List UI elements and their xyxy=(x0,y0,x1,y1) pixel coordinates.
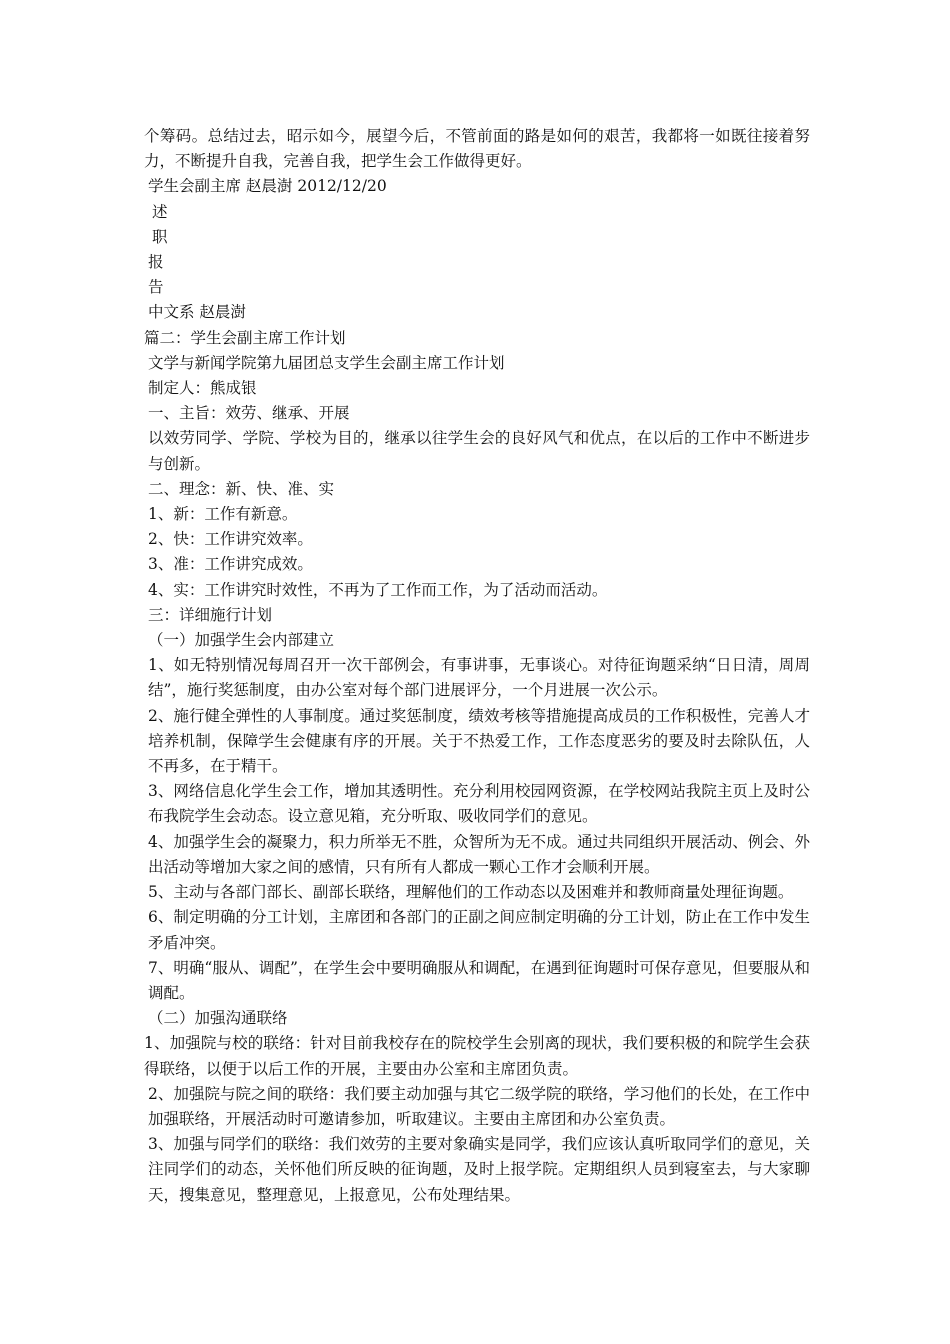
list-item: 2、加强院与院之间的联络：我们要主动加强与其它二级学院的联络，学习他们的长处，在工作中加强联络，开展活动时可邀请参加，听取建议。主要由主席团和办公室负责。 xyxy=(148,1084,810,1128)
list-item: 3、网络信息化学生会工作，增加其透明性。充分利用校园网资源，在学校网站我院主页上及时公布我院学生会动态。设立意见箱，充分听取、吸收同学们的意见。 xyxy=(148,782,810,826)
list-item: 1、新：工作有新意。 xyxy=(148,505,298,524)
vertical-title-char: 职 xyxy=(152,227,168,246)
subheading: 一、主旨：效劳、继承、开展 xyxy=(148,404,350,423)
paragraph: 以效劳同学、学院、学校为目的，继承以往学生会的良好风气和优点，在以后的工作中不断进步与创新。 xyxy=(148,429,810,473)
list-item: 2、施行健全弹性的人事制度。通过奖惩制度，绩效考核等措施提高成员的工作积极性，完善人才培养机制，保障学生会健康有序的开展。关于不热爱工作，工作态度恶劣的要及时去除队伍，人不再多，在于精干。 xyxy=(148,706,810,776)
vertical-title-char: 告 xyxy=(148,278,164,297)
list-item: 6、制定明确的分工计划，主席团和各部门的正副之间应制定明确的分工计划，防止在工作中发生矛盾冲突。 xyxy=(148,908,810,952)
list-item: 1、如无特别情况每周召开一次干部例会，有事讲事，无事谈心。对待征询题采纳“日日清，周周结”，施行奖惩制度，由办公室对每个部门进展评分，一个月进展一次公示。 xyxy=(148,656,810,700)
signature-line: 学生会副主席 赵晨澍 2012/12/20 xyxy=(148,177,387,196)
list-item: 5、主动与各部门部长、副部长联络，理解他们的工作动态以及困难并和教师商量处理征询题。 xyxy=(148,883,794,902)
vertical-title-char: 述 xyxy=(152,202,168,221)
plan-title: 文学与新闻学院第九届团总支学生会副主席工作计划 xyxy=(148,353,505,372)
vertical-title-char: 报 xyxy=(148,253,164,272)
document-body xyxy=(144,124,810,1208)
author-line: 制定人：熊成银 xyxy=(148,379,257,398)
subheading: 三：详细施行计划 xyxy=(148,605,273,624)
list-item: 7、明确“服从、调配”，在学生会中要明确服从和调配，在遇到征询题时可保存意见，但要服从和调配。 xyxy=(148,958,810,1002)
author-line: 中文系 赵晨澍 xyxy=(148,303,246,322)
paragraph-closing: 个筹码。总结过去，昭示如今，展望今后，不管前面的路是如何的艰苦，我都将一如既往接着努力，不断提升自我，完善自我，把学生会工作做得更好。 xyxy=(144,127,810,171)
list-item: 3、加强与同学们的联络：我们效劳的主要对象确实是同学，我们应该认真听取同学们的意见，关注同学们的动态，关怀他们所反映的征询题，及时上报学院。定期组织人员到寝室去，与大家聊天，搜集意见，整理意见，上报意见，公布处理结果。 xyxy=(148,1135,810,1204)
subheading: （二）加强沟通联络 xyxy=(148,1009,288,1028)
list-item: 4、加强学生会的凝聚力，积力所举无不胜，众智所为无不成。通过共同组织开展活动、例会、外出活动等增加大家之间的感情，只有所有人都成一颗心工作才会顺利开展。 xyxy=(148,832,810,876)
list-item: 3、准：工作讲究成效。 xyxy=(148,555,313,574)
subheading: （一）加强学生会内部建立 xyxy=(148,631,335,650)
subheading: 二、理念：新、快、准、实 xyxy=(148,479,335,498)
list-item: 2、快：工作讲究效率。 xyxy=(148,530,313,549)
section-heading: 篇二：学生会副主席工作计划 xyxy=(144,328,346,347)
list-item: 4、实：工作讲究时效性，不再为了工作而工作，为了活动而活动。 xyxy=(148,580,608,599)
list-item: 1、加强院与校的联络：针对目前我校存在的院校学生会别离的现状，我们要积极的和院学生会获得联络，以便于以后工作的开展，主要由办公室和主席团负责。 xyxy=(144,1034,810,1078)
